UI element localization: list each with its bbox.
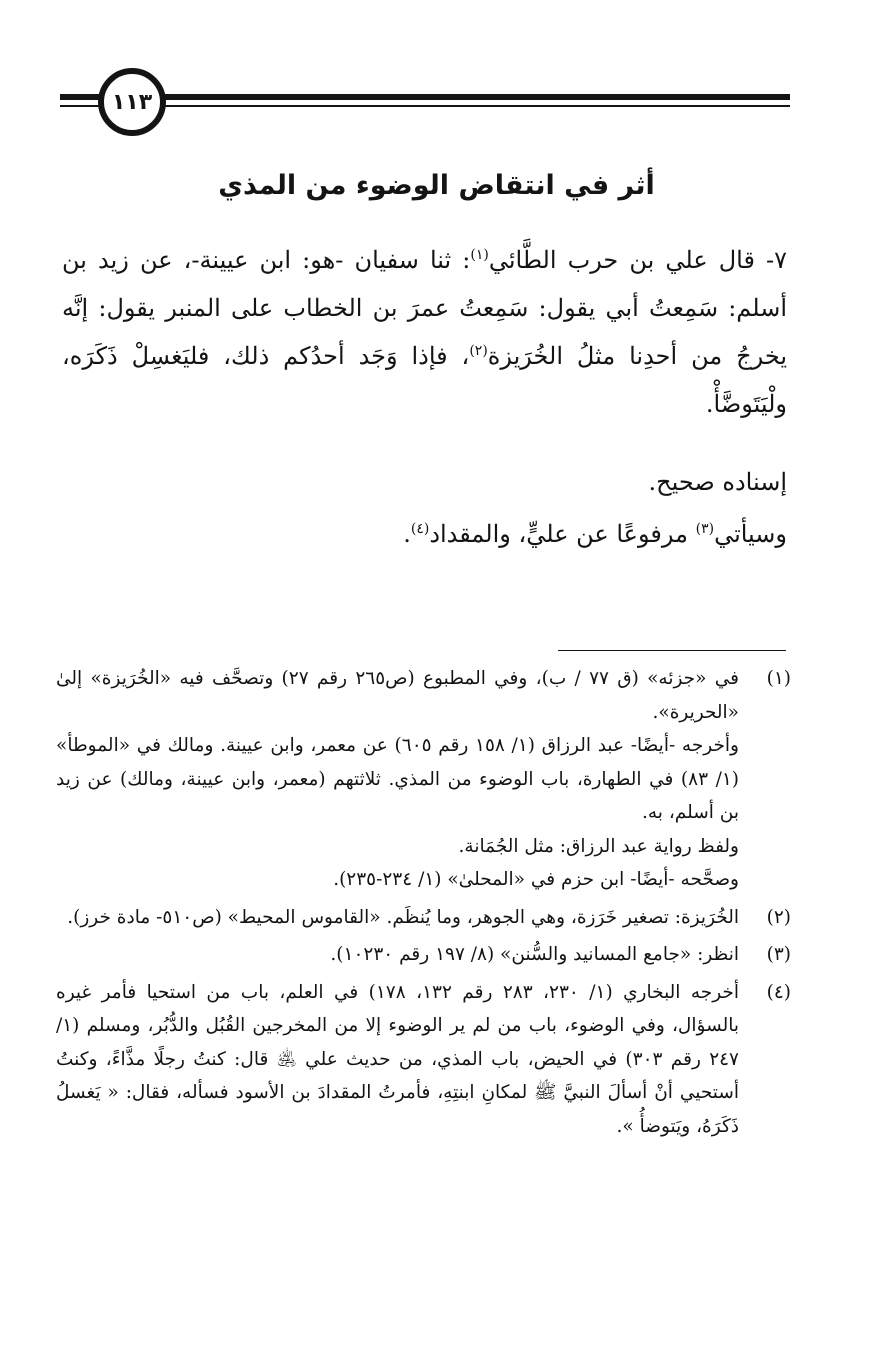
footnote-ref-2[interactable]: (٢)	[469, 343, 488, 359]
footnote-body	[56, 901, 739, 935]
footnote-body	[56, 976, 739, 1144]
footnote	[56, 976, 791, 1144]
crossref-text-2: مرفوعًا عن عليٍّ، والمقداد	[429, 520, 696, 548]
narration-text-1: ٧- قال علي بن حرب الطَّائي	[488, 246, 788, 274]
footnote-ref-3[interactable]: (٣)	[695, 521, 715, 537]
crossref-text-3: .	[403, 520, 411, 548]
section-title: أثر في انتقاض الوضوء من المذي	[218, 170, 655, 201]
narration-text-2: : ثنا سفيان -هو: ابن عيينة-، عن زيد بن أسلم: سَمِعتُ أبي يقول: سَمِعتُ عمرَ بن الخطاب على المنبر يقول: إنَّه يخرجُ من أحدِنا مثلُ الخُرَيزة	[62, 246, 788, 370]
footnote-ref-4[interactable]: (٤)	[410, 521, 430, 537]
footnote-paragraph: انظر: «جامع المسانيد والسُّنن» (٨/ ١٩٧ رقم ١٠٢٣٠).	[330, 944, 739, 965]
footnote-paragraph: ولفظ رواية عبد الرزاق: مثل الجُمَانة.	[458, 835, 739, 857]
footnote-paragraph: في «جزئه» (ق ٧٧ / ب)، وفي المطبوع (ص٢٦٥ رقم ٢٧) وتصحَّف فيه «الخُرَيزة» إلىٰ «الحريرة».	[56, 668, 739, 723]
footnote-number: (٣)	[766, 944, 791, 965]
footnote-paragraph: وأخرجه -أيضًا- عبد الرزاق (١/ ١٥٨ رقم ٦٠٥) عن معمر، وابن عيينة. ومالك في «الموطأ» (١/ ٨٣) في الطهارة، باب الوضوء من المذي. ثلاثتهم (معمر، وابن عيينة، ومالك) عن زيد بن أسلم، به.	[56, 735, 739, 823]
isnad-verdict: إسناده صحيح.	[648, 468, 787, 496]
footnote-number: (٢)	[766, 906, 791, 928]
page-number: ١١٣	[111, 89, 153, 115]
footnotes	[56, 662, 791, 1143]
narration-paragraph	[62, 236, 787, 428]
header-rule-thin	[60, 105, 790, 107]
footnote-number: (١)	[766, 668, 791, 689]
footnote	[56, 938, 791, 972]
footnote-paragraph: أخرجه البخاري (١/ ٢٣٠، ٢٨٣ رقم ١٣٢، ١٧٨) في العلم، باب من استحيا فأمر غيره بالسؤال، وفي الوضوء، باب من لم ير الوضوء إلا من المخرجين القُبُل والدُّبُر، ومسلم (١/ ٢٤٧ رقم ٣٠٣) في الحيض، باب المذي، من حديث علي ﵁ قال: كنتُ رجلًا مذَّاءً، وكنتُ أستحيي أنْ أسألَ النبيَّ ﷺ لمكانِ ابنتِهِ، فأمرتُ المقدادَ بن الأسود فسأله، فقال: « يَغسلُ ذَكَرَهُ، ويَتوضأُ ».	[56, 981, 739, 1137]
crossref-text-1: وسيأتي	[714, 520, 787, 548]
footnote	[56, 662, 791, 897]
page-number-badge	[98, 68, 166, 136]
footnote-paragraph: الخُرَيزة: تصغير خَرَزة، وهي الجوهر، وما يُنظَم. «القاموس المحيط» (ص٥١٠- مادة خرز).	[67, 906, 739, 928]
page-header	[60, 66, 790, 138]
footnote-number: (٤)	[766, 981, 791, 1003]
footnote-divider	[558, 650, 786, 651]
footnote-ref-1[interactable]: (١)	[470, 247, 489, 263]
footnote-body	[56, 938, 739, 972]
footnote-paragraph: وصحَّحه -أيضًا- ابن حزم في «المحلىٰ» (١/ ٢٣٤-٢٣٥).	[333, 869, 739, 890]
header-rule-thick	[60, 94, 790, 100]
narration-text-3: ، فإذا وَجَد أحدُكم ذلك، فليَغسِلْ ذَكَرَه، ولْيَتَوضَّأْ.	[62, 342, 787, 418]
footnote-body	[56, 662, 739, 897]
footnote	[56, 901, 791, 935]
cross-reference-paragraph	[62, 510, 787, 558]
